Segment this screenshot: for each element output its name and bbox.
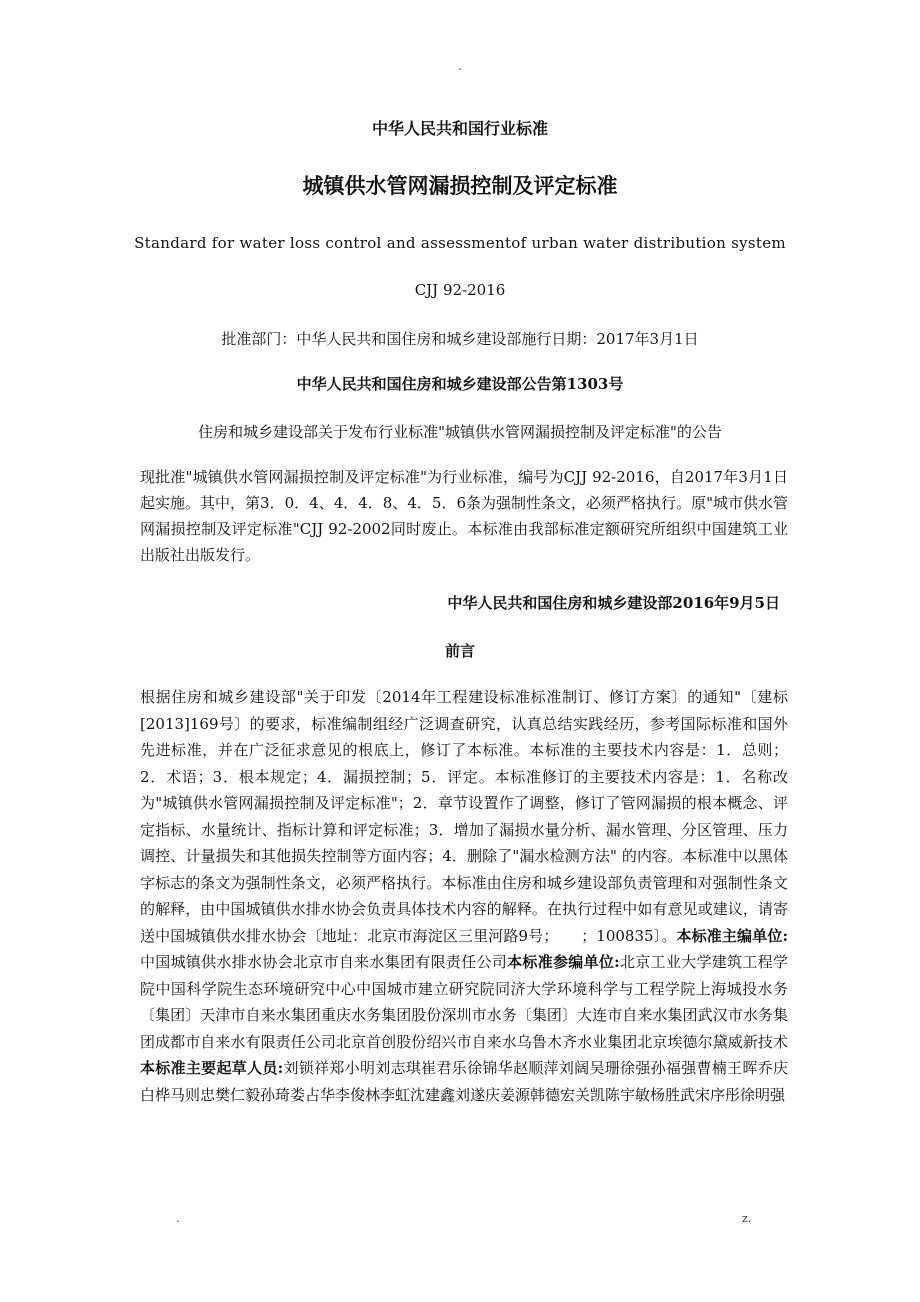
announcement-body: 现批准"城镇供水管网漏损控制及评定标准"为行业标准，编号为CJJ 92-2016，自2017年3月1日起实施。其中，第3．0．4、4．4．8、4．5．6条为强制性条文，必须严格执行。原"城市供水管网漏损控制及评定标准"CJJ 92-2002同时废止。本标准由我部标准定额研究所组织中国建筑工业出版社出版发行。 <box>140 468 788 564</box>
participant-units: 北京工业大学建筑工程学院中国科学院生态环境研究中心中国城市建立研究院同济大学环境科学与工程学院上海城投水务〔集团〕天津市自来水集团重庆水务集团股份深圳市水务〔集团〕大连市自来水集团武汉市水务集团成都市自来水有限责任公司北京首创股份绍兴市自来水乌鲁木齐水业集团北京埃德尔黛威新技术 <box>140 953 788 1051</box>
chief-editor-units: 中国城镇供水排水协会北京市自来水集团有限责任公司 <box>140 953 508 971</box>
chief-editor-label: 本标准主编单位: <box>676 926 788 945</box>
preface-text: 根据住房和城乡建设部"关于印发〔2014年工程建设标准标准制订、修订方案〕的通知"〔建标[2013]169号〕的要求，标准编制组经广泛调查研究，认真总结实践经历，参考国际标准和国外先进标准，并在广泛征求意见的根底上，修订了本标准。本标准的主要技术内容是：1．总则；2．术语；3．根本规定；4．漏损控制；5．评定。本标准修订的主要技术内容是：1．名称改为"城镇供水管网漏损控制及评定标准"；2．章节设置作了调整，修订了管网漏损的根本概念、评定指标、水量统计、指标计算和评定标准；3．增加了漏损水量分析、漏水管理、分区管理、压力调控、计量损失和其他损失控制等方面内容；4．删除了"漏水检测方法" 的内容。本标准中以黑体字标志的条文为强制性条文，必须严格执行。本标准由住房和城乡建设部负责管理和对强制性条文的解释，由中国城镇供水排水协会负责具体技术内容的解释。在执行过程中如有意见或建议，请寄送中国城镇供水排水协会〔地址：北京市海淀区三里河路9号； ；100835〕。 <box>140 688 788 945</box>
page-footer-right: z. <box>742 1212 752 1225</box>
participant-label: 本标准参编单位: <box>507 953 620 971</box>
document-title: 城镇供水管网漏损控制及评定标准 <box>302 173 618 198</box>
standard-code: CJJ 92-2016 <box>414 281 506 299</box>
preface-body <box>140 684 788 1108</box>
preface-heading: 前言 <box>444 642 475 660</box>
drafter-label: 本标准主要起草人员: <box>140 1059 284 1077</box>
announcement-title: 住房和城乡建设部关于发布行业标准"城镇供水管网漏损控制及评定标准"的公告 <box>198 423 722 441</box>
drafter-names: 刘锁祥郑小明刘志琪崔君乐徐锦华赵顺萍刘阔吴珊徐强孙福强曹楠王晖乔庆白桦马则忠樊仁毅孙琦娄占华李俊林李虹沈建鑫刘遂庆姜源韩德宏关凯陈宇敏杨胜武宋序彤徐明强 <box>140 1059 788 1104</box>
english-title: Standard for water loss control and assessmentof urban water distribution system <box>134 234 786 252</box>
announcement-issuer: 中华人民共和国住房和城乡建设部2016年9月5日 <box>447 594 780 612</box>
announcement-number: 中华人民共和国住房和城乡建设部公告第1303号 <box>296 375 624 393</box>
standard-category: 中华人民共和国行业标准 <box>371 119 548 138</box>
page-header-mark: - <box>458 64 462 75</box>
page-footer-left: . <box>176 1212 180 1225</box>
approval-line: 批准部门：中华人民共和国住房和城乡建设部施行日期：2017年3月1日 <box>221 330 699 348</box>
